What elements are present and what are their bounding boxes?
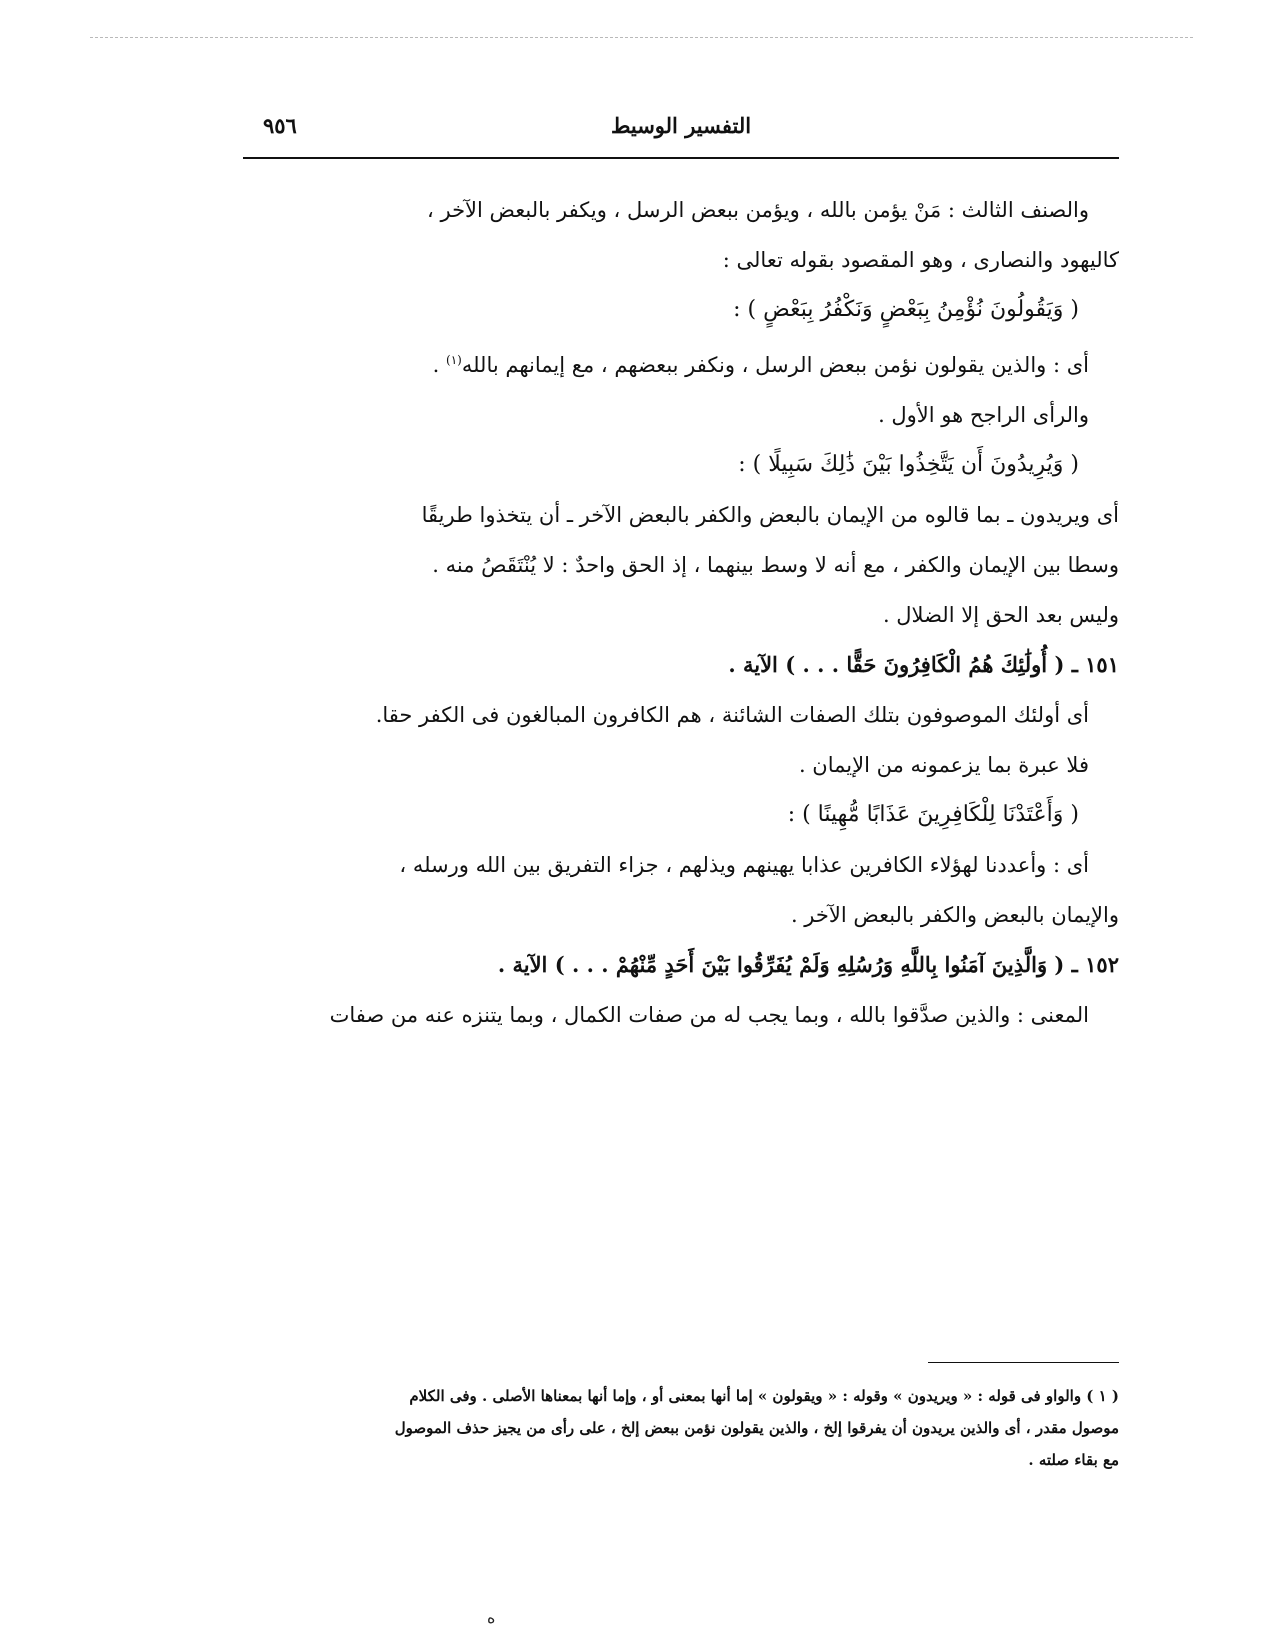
paragraph-text: أى : والذين يقولون نؤمن ببعض الرسل ، ونكفر ببعضهم ، مع إيمانهم بالله <box>461 353 1089 377</box>
footnotes <box>243 1380 1119 1476</box>
paragraph-line: والصنف الثالث : مَنْ يؤمن بالله ، ويؤمن ببعض الرسل ، ويكفر بالبعض الآخر ، <box>427 198 1089 222</box>
paragraph-line: وليس بعد الحق إلا الضلال . <box>882 603 1119 627</box>
quran-quote: ( وَأَعْتَدْنَا لِلْكَافِرِينَ عَذَابًا مُّهِينًا ) : <box>787 802 1079 827</box>
paragraph-line: والإيمان بالبعض والكفر بالبعض الآخر . <box>790 903 1119 927</box>
paragraph-line <box>243 335 1119 390</box>
signature-mark: ه <box>487 1608 496 1627</box>
footnote-line: ( ١ ) والواو فى قوله : « ويريدون » وقوله : « ويقولون » إما أنها بمعنى أو ، وإما أنها بمعناها الأصلى . وفى الكلام <box>409 1387 1119 1405</box>
paragraph-end: . <box>432 353 447 377</box>
paragraph-line: أى : وأعددنا لهؤلاء الكافرين عذابا يهينهم ويذلهم ، جزاء التفريق بين الله ورسله ، <box>399 853 1089 877</box>
footnote-line: مع بقاء صلته . <box>1028 1451 1119 1469</box>
paragraph-line: وسطا بين الإيمان والكفر ، مع أنه لا وسط بينهما ، إذ الحق واحدٌ : لا يُنْتَقَصُ منه . <box>432 553 1119 577</box>
paragraph-line: أى أولئك الموصوفون بتلك الصفات الشائنة ، هم الكافرون المبالغون فى الكفر حقا. <box>375 703 1089 727</box>
running-header <box>243 113 1119 155</box>
verse-heading: ١٥٢ ـ ( وَالَّذِينَ آمَنُوا بِاللَّهِ وَرُسُلِهِ وَلَمْ يُفَرِّقُوا بَيْنَ أَحَدٍ مِّنْهُمْ . . . ) الآية . <box>497 952 1119 977</box>
footnote-reference: (١) <box>446 353 462 367</box>
quran-quote: ( وَيَقُولُونَ نُؤْمِنُ بِبَعْضٍ وَنَكْفُرُ بِبَعْضٍ ) : <box>733 297 1079 322</box>
footnote-line: موصول مقدر ، أى والذين يريدون أن يفرقوا إلخ ، والذين يقولون نؤمن ببعض إلخ ، على رأى من يجيز حذف الموصول <box>394 1419 1119 1437</box>
footnote-rule <box>928 1362 1119 1363</box>
page-number: ٩٥٦ <box>263 113 297 138</box>
paragraph-line: فلا عبرة بما يزعمونه من الإيمان . <box>798 753 1089 777</box>
quran-quote: ( وَيُرِيدُونَ أَن يَتَّخِذُوا بَيْنَ ذَٰلِكَ سَبِيلًا ) : <box>738 452 1079 477</box>
body-text <box>243 185 1119 1040</box>
verse-heading: ١٥١ ـ ( أُولَٰئِكَ هُمُ الْكَافِرُونَ حَقًّا . . . ) الآية . <box>728 652 1119 677</box>
paragraph-line: والرأى الراجح هو الأول . <box>878 403 1089 427</box>
scan-edge-line <box>90 37 1193 38</box>
paragraph-line: المعنى : والذين صدَّقوا بالله ، وبما يجب له من صفات الكمال ، وبما يتنزه عنه من صفات <box>329 1003 1089 1027</box>
running-title: التفسير الوسيط <box>610 113 752 138</box>
paragraph-line: أى ويريدون ـ بما قالوه من الإيمان بالبعض والكفر بالبعض الآخر ـ أن يتخذوا طريقًا <box>421 503 1119 527</box>
header-rule <box>243 157 1119 159</box>
paragraph-line: كاليهود والنصارى ، وهو المقصود بقوله تعالى : <box>722 248 1119 272</box>
